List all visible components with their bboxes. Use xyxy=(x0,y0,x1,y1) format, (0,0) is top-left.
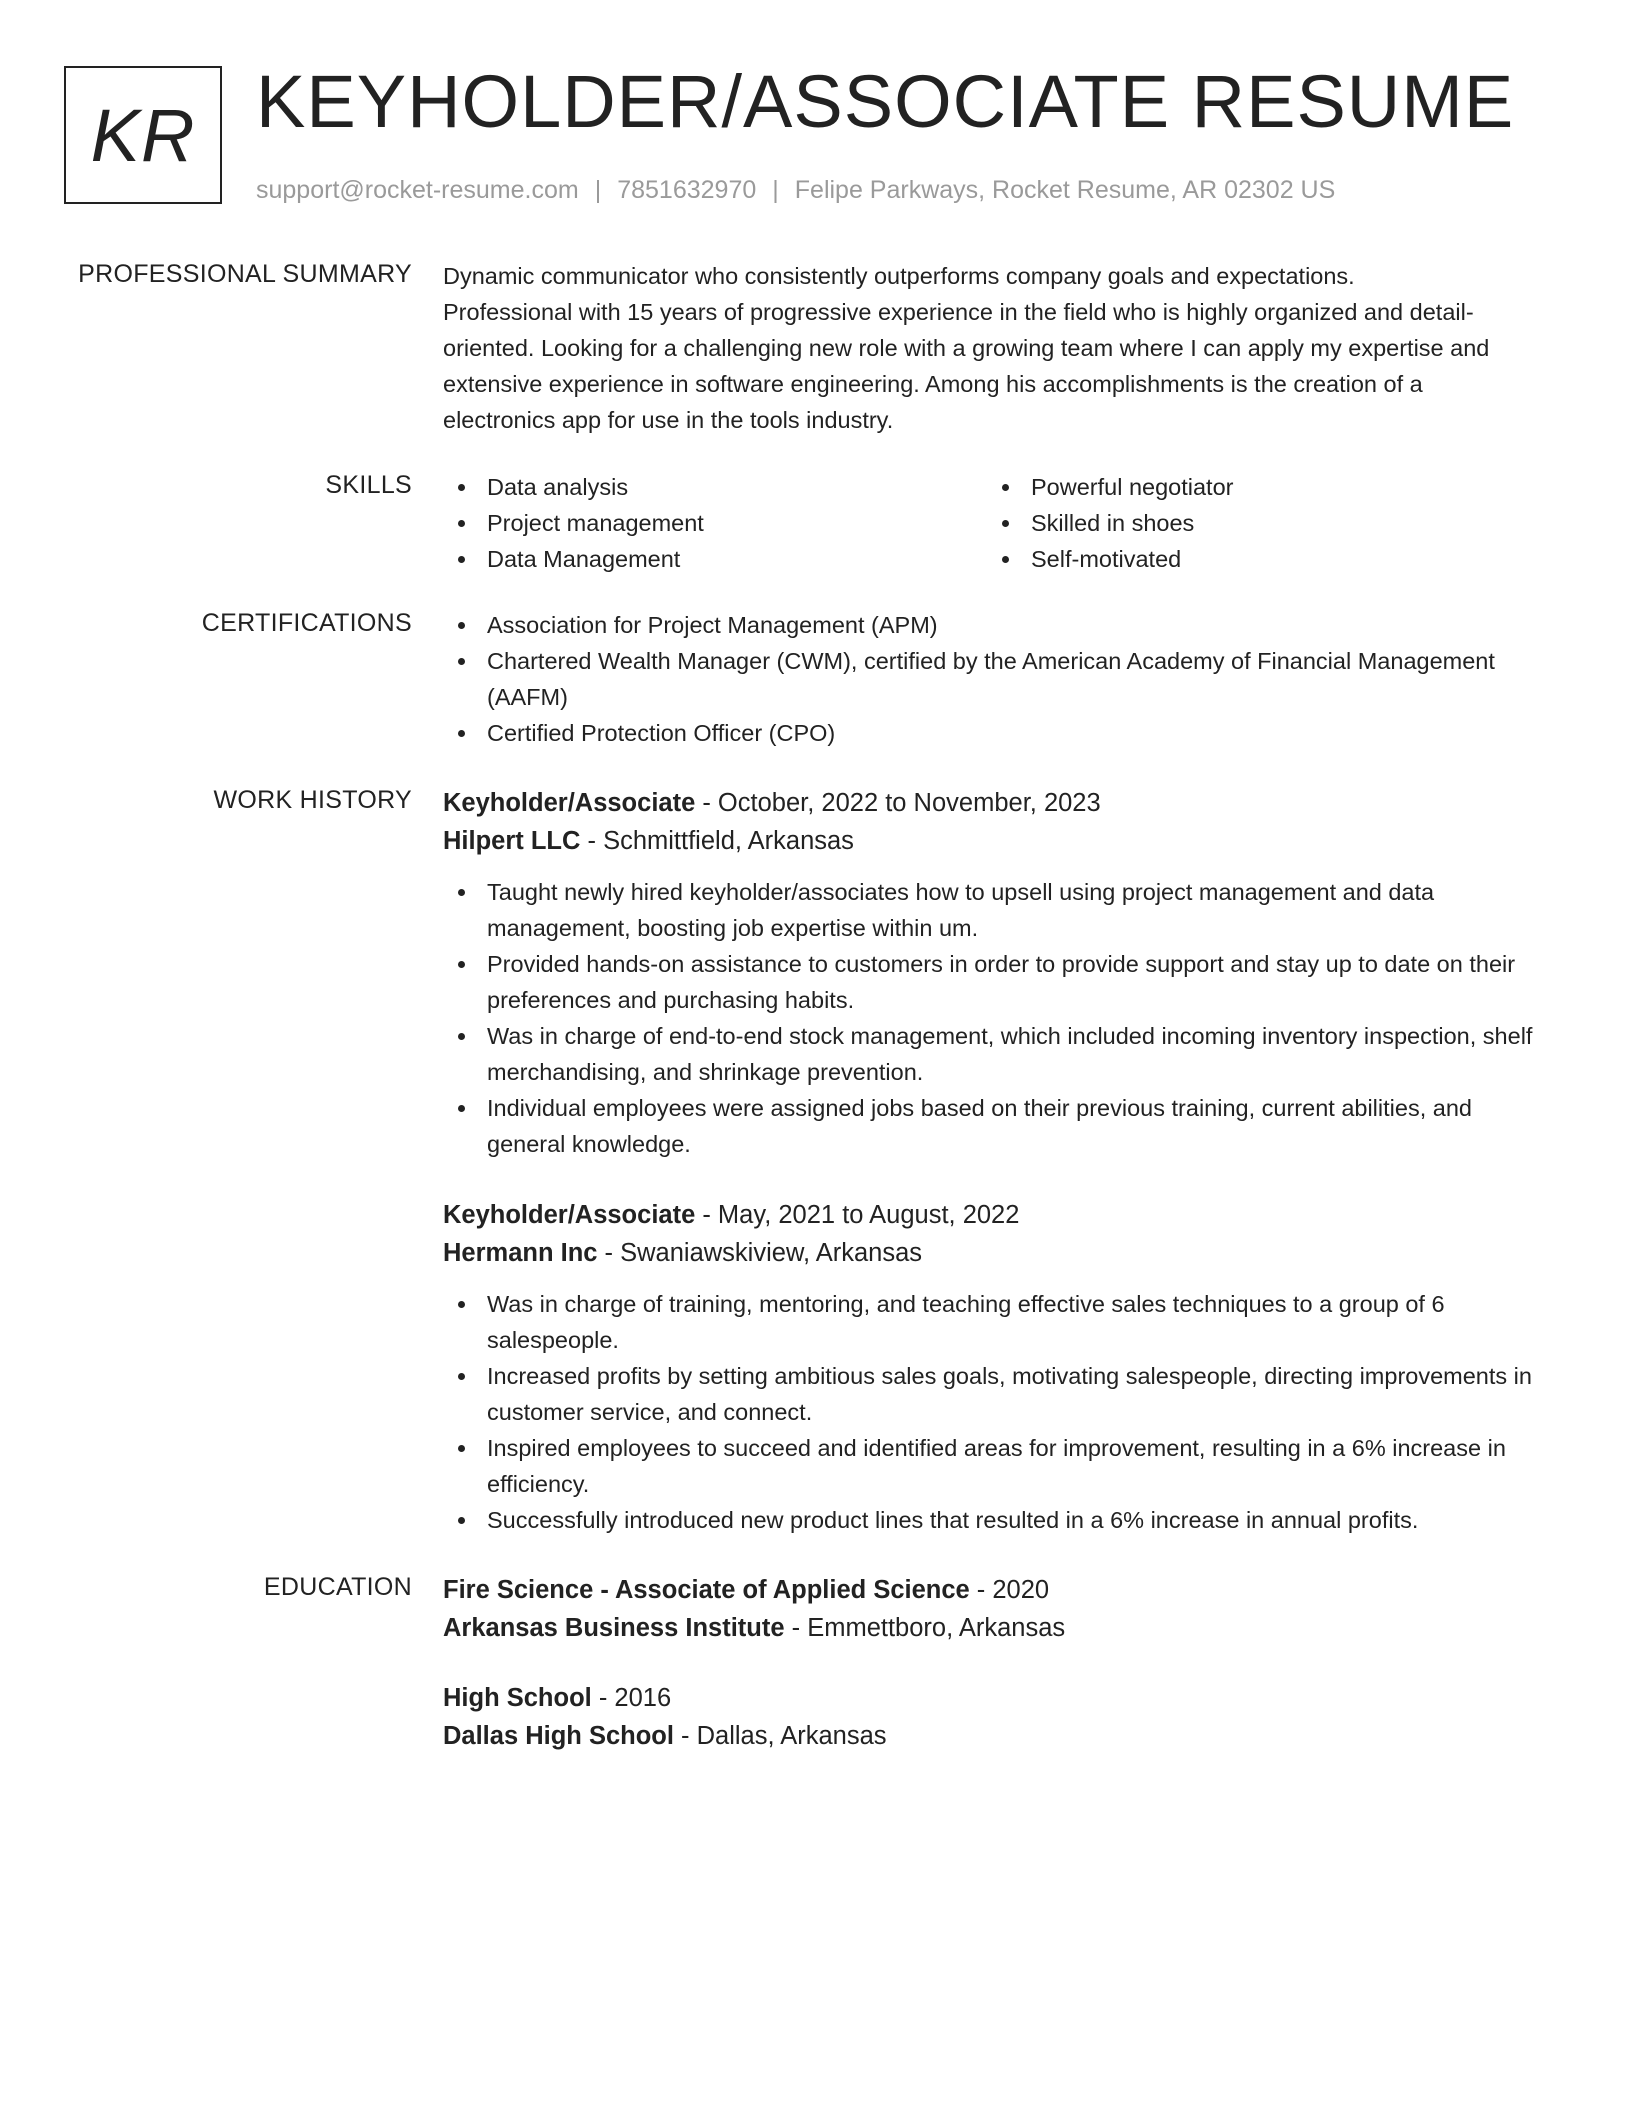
education-school-line xyxy=(443,1609,1555,1647)
summary-line: electronics app for use in the tools industry. xyxy=(443,407,894,433)
education-entry xyxy=(443,1679,1555,1755)
job-location: - Schmittfield, Arkansas xyxy=(580,827,854,855)
job-bullet: Was in charge of end-to-end stock management, which included incoming inventory inspection, shelf merchandising, and shrinkage prevention. xyxy=(443,1018,1555,1090)
skill-item: Data analysis xyxy=(443,469,987,505)
resume-title: KEYHOLDER/ASSOCIATE RESUME xyxy=(256,60,1515,143)
section-label: WORK HISTORY xyxy=(213,786,412,814)
section-label: CERTIFICATIONS xyxy=(201,609,412,637)
education-degree-line xyxy=(443,1679,1555,1717)
education-location: - Dallas, Arkansas xyxy=(673,1722,887,1750)
skill-item: Skilled in shoes xyxy=(987,505,1531,541)
education-degree: Fire Science - Associate of Applied Science xyxy=(443,1576,970,1604)
job-entry xyxy=(443,1196,1555,1538)
section-label: PROFESSIONAL SUMMARY xyxy=(78,260,412,288)
job-bullets xyxy=(443,874,1555,1162)
certification-item: Certified Protection Officer (CPO) xyxy=(443,715,1555,751)
certification-item: Chartered Wealth Manager (CWM), certified by the American Academy of Financial Management (AAFM) xyxy=(443,643,1555,715)
skill-item: Powerful negotiator xyxy=(987,469,1531,505)
monogram-logo: KR xyxy=(64,66,222,204)
section-label: EDUCATION xyxy=(263,1573,412,1601)
summary-line: Dynamic communicator who consistently outperforms company goals and expectations. xyxy=(443,263,1355,289)
job-bullets xyxy=(443,1286,1555,1538)
skills-column-right xyxy=(987,469,1531,577)
summary-line: oriented. Looking for a challenging new role with a growing team where I can apply my expertise and xyxy=(443,335,1490,361)
job-company: Hermann Inc xyxy=(443,1239,598,1267)
job-dates: - May, 2021 to August, 2022 xyxy=(695,1201,1020,1229)
job-bullet: Increased profits by setting ambitious sales goals, motivating salespeople, directing improvements in customer service, and connect. xyxy=(443,1358,1555,1430)
job-company-line xyxy=(443,1234,1555,1272)
job-bullet: Was in charge of training, mentoring, and teaching effective sales techniques to a group of 6 salespeople. xyxy=(443,1286,1555,1358)
job-company-line xyxy=(443,822,1555,860)
summary-text xyxy=(443,258,1555,438)
job-bullet: Taught newly hired keyholder/associates how to upsell using project management and data management, boosting job expertise within um. xyxy=(443,874,1555,946)
job-title-line xyxy=(443,784,1555,822)
education-school: Arkansas Business Institute xyxy=(443,1614,785,1642)
job-title: Keyholder/Associate xyxy=(443,1201,696,1229)
education-degree-line xyxy=(443,1571,1555,1609)
skill-item: Self-motivated xyxy=(987,541,1531,577)
education-year: - 2016 xyxy=(591,1684,672,1712)
work-history xyxy=(443,784,1555,1538)
contact-address: Felipe Parkways, Rocket Resume, AR 02302 US xyxy=(794,176,1336,204)
job-bullet: Individual employees were assigned jobs based on their previous training, current abilities, and general knowledge. xyxy=(443,1090,1555,1162)
contact-email[interactable]: support@rocket-resume.com xyxy=(256,176,579,204)
contact-line xyxy=(256,174,1335,206)
education-degree: High School xyxy=(443,1684,592,1712)
job-title-line xyxy=(443,1196,1555,1234)
skills-column-left xyxy=(443,469,987,577)
job-title: Keyholder/Associate xyxy=(443,789,696,817)
contact-separator: | xyxy=(772,176,779,204)
education-entry xyxy=(443,1571,1555,1647)
summary-line: Professional with 15 years of progressive experience in the field who is highly organized and detail- xyxy=(443,299,1474,325)
education-school: Dallas High School xyxy=(443,1722,674,1750)
contact-phone[interactable]: 7851632970 xyxy=(617,176,757,204)
job-location: - Swaniawskiview, Arkansas xyxy=(597,1239,923,1267)
education-year: - 2020 xyxy=(969,1576,1050,1604)
education-list xyxy=(443,1571,1555,1755)
skills-list xyxy=(443,469,1555,577)
job-bullet: Inspired employees to succeed and identified areas for improvement, resulting in a 6% increase in efficiency. xyxy=(443,1430,1555,1502)
job-bullet: Successfully introduced new product lines that resulted in a 6% increase in annual profits. xyxy=(443,1502,1555,1538)
education-school-line xyxy=(443,1717,1555,1755)
skill-item: Project management xyxy=(443,505,987,541)
job-entry xyxy=(443,784,1555,1162)
certifications-list xyxy=(443,607,1555,751)
certification-item: Association for Project Management (APM) xyxy=(443,607,1555,643)
summary-line: extensive experience in software engineering. Among his accomplishments is the creation of a xyxy=(443,371,1423,397)
education-location: - Emmettboro, Arkansas xyxy=(784,1614,1066,1642)
section-label: SKILLS xyxy=(325,471,412,499)
job-bullet: Provided hands-on assistance to customers in order to provide support and stay up to date on their preferences and purchasing habits. xyxy=(443,946,1555,1018)
job-dates: - October, 2022 to November, 2023 xyxy=(695,789,1101,817)
skill-item: Data Management xyxy=(443,541,987,577)
job-company: Hilpert LLC xyxy=(443,827,581,855)
contact-separator: | xyxy=(594,176,602,204)
